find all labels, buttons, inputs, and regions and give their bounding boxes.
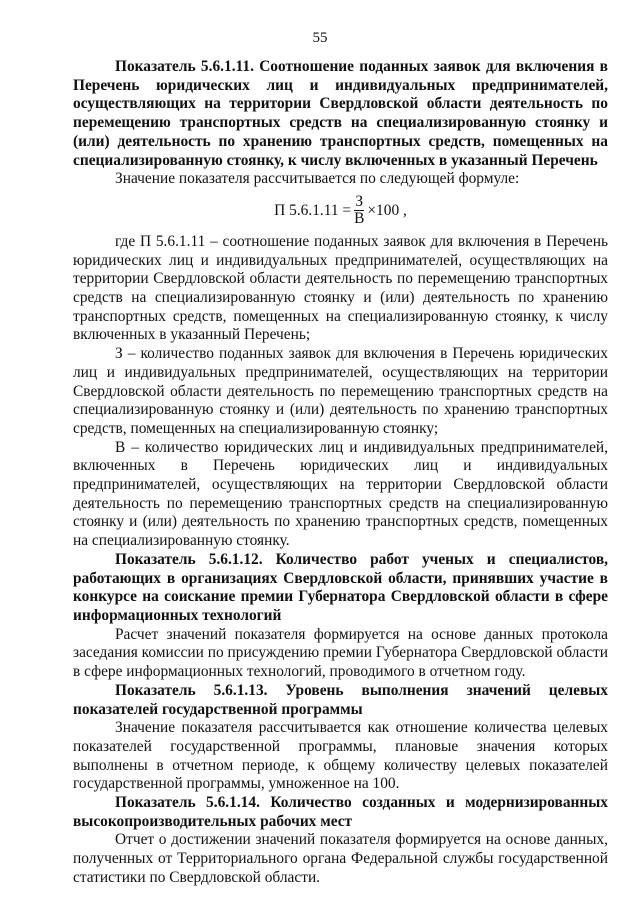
indicator-text-5-6-1-13: Значение показателя рассчитывается как отношение количества целевых показателей государственной программы, плановые значения которых выполнены в отчетном периоде, к общему количеству целевых показателей государственной программы, умноженное на 100. <box>73 719 608 793</box>
indicator-heading-5-6-1-13: Показатель 5.6.1.13. Уровень выполнения значений целевых показателей государственной программы <box>73 681 608 718</box>
formula-numerator: З <box>355 193 364 211</box>
formula <box>73 189 608 233</box>
formula-denominator: В <box>354 210 365 228</box>
document-body <box>73 58 608 888</box>
indicator-text-5-6-1-12: Расчет значений показателя формируется на основе данных протокола заседания комиссии по присуждению премии Губернатора Свердловской области в сфере информационных технологий, проводимого в отчетном году. <box>73 625 608 681</box>
page-number: 55 <box>312 30 328 46</box>
formula-rhs: ×100 , <box>367 201 407 219</box>
formula-fraction <box>353 194 365 227</box>
indicator-heading-5-6-1-11: Показатель 5.6.1.11. Соотношение поданных заявок для включения в Перечень юридических лиц и индивидуальных предпринимателей, осуществляющих на территории Свердловской области деятельность по перемещению транспортных средств на специализированную стоянку и (или) деятельность по хранению транспортных средств, помещенных на специализированную стоянку, к числу включенных в указанный Перечень <box>73 58 608 169</box>
indicator-text-5-6-1-14: Отчет о достижении значений показателя формируется на основе данных, полученных от Территориального органа Федеральной службы государственной статистики по Свердловской области. <box>73 831 608 886</box>
indicator-heading-5-6-1-14: Показатель 5.6.1.14. Количество созданных и модернизированных высокопроизводительных рабочих мест <box>73 794 608 830</box>
formula-lhs: П 5.6.1.11 = <box>274 201 352 219</box>
definition-v: В – количество юридических лиц и индивидуальных предпринимателей, включенных в Перечень юридических лиц и индивидуальных предпринимателей, осуществляющих на территории Свердловской области деятельность по перемещению транспортных средств на специализированную стоянку и (или) деятельность по хранению транспортных средств, помещенных на специализированную стоянку. <box>73 438 608 550</box>
definition-z: З – количество поданных заявок для включения в Перечень юридических лиц и индивидуальных предпринимателей, осуществляющих на территории Свердловской области деятельность по перемещению транспортных средств на специализированную стоянку и (или) деятельность по хранению транспортных средств, помещенных на специализированную стоянку; <box>73 345 608 437</box>
formula-intro: Значение показателя рассчитывается по следующей формуле: <box>115 170 520 188</box>
indicator-heading-5-6-1-12: Показатель 5.6.1.12. Количество работ ученых и специалистов, работающих в организациях Свердловской области, принявших участие в конкурсе на соискание премии Губернатора Свердловской области в сфере информационных технологий <box>73 550 608 624</box>
definition-p: где П 5.6.1.11 – соотношение поданных заявок для включения в Перечень юридических лиц и индивидуальных предпринимателей, осуществляющих на территории Свердловской области деятельность по перемещению транспортных средств на специализированную стоянку и (или) деятельность по хранению транспортных средств, помещенных на специализированную стоянку, к числу включенных в указанный Перечень; <box>73 232 608 344</box>
